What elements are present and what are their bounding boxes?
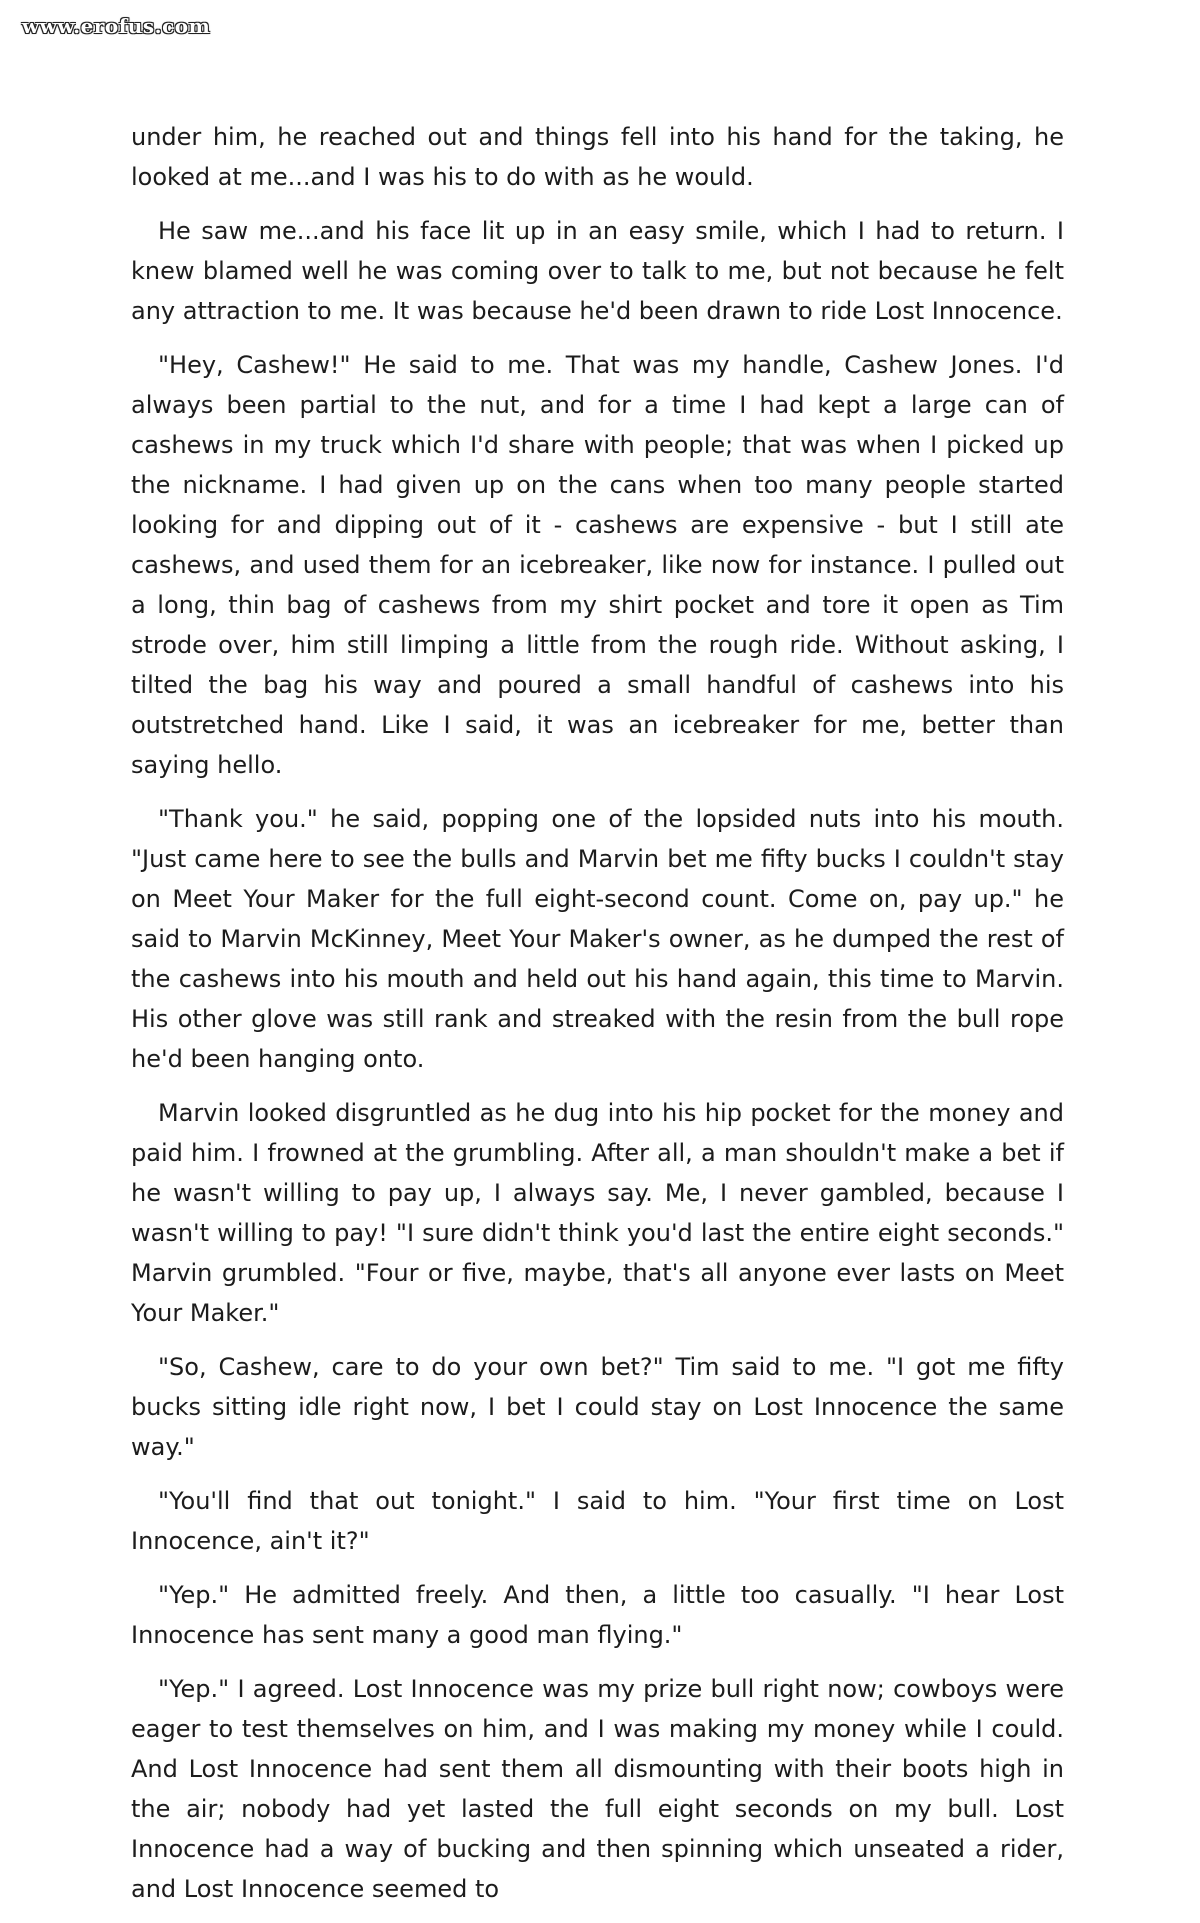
paragraph: "Hey, Cashew!" He said to me. That was my handle, Cashew Jones. I'd always been partial to the nut, and for a time I had kept a large can of cashews in my truck which I'd share with people; that was when I picked up the nickname. I had given up on the cans when too many people started looking for and dipping out of it - cashews are expensive - but I still ate cashews, and used them for an icebreaker, like now for instance. I pulled out a long, thin bag of cashews from my shirt pocket and tore it open as Tim strode over, him still limping a little from the rough ride. Without asking, I tilted the bag his way and poured a small handful of cashews into his outstretched hand. Like I said, it was an icebreaker for me, better than saying hello.	[131, 351, 1064, 779]
paragraph: "Yep." He admitted freely. And then, a little too casually. "I hear Lost Innocence has sent many a good man flying."	[131, 1581, 1064, 1649]
paragraph: "So, Cashew, care to do your own bet?" Tim said to me. "I got me fifty bucks sitting idle right now, I bet I could stay on Lost Innocence the same way."	[131, 1353, 1064, 1461]
paragraph: "Yep." I agreed. Lost Innocence was my prize bull right now; cowboys were eager to test themselves on him, and I was making my money while I could. And Lost Innocence had sent them all dismounting with their boots high in the air; nobody had yet lasted the full eight seconds on my bull. Lost Innocence had a way of bucking and then spinning which unseated a rider, and Lost Innocence seemed to	[131, 1675, 1064, 1903]
paragraph: Marvin looked disgruntled as he dug into his hip pocket for the money and paid him. I frowned at the grumbling. After all, a man shouldn't make a bet if he wasn't willing to pay up, I always say. Me, I never gambled, because I wasn't willing to pay! "I sure didn't think you'd last the entire eight seconds." Marvin grumbled. "Four or five, maybe, that's all anyone ever lasts on Meet Your Maker."	[131, 1099, 1064, 1327]
page-text	[131, 117, 1064, 1923]
paragraph: under him, he reached out and things fell into his hand for the taking, he looked at me...and I was his to do with as he would.	[131, 123, 1064, 191]
paragraph: "Thank you." he said, popping one of the lopsided nuts into his mouth. "Just came here to see the bulls and Marvin bet me fifty bucks I couldn't stay on Meet Your Maker for the full eight-second count. Come on, pay up." he said to Marvin McKinney, Meet Your Maker's owner, as he dumped the rest of the cashews into his mouth and held out his hand again, this time to Marvin. His other glove was still rank and streaked with the resin from the bull rope he'd been hanging onto.	[131, 805, 1064, 1073]
site-watermark: www.erofus.com	[22, 14, 211, 38]
paragraph: He saw me...and his face lit up in an easy smile, which I had to return. I knew blamed well he was coming over to talk to me, but not because he felt any attraction to me. It was because he'd been drawn to ride Lost Innocence.	[131, 217, 1064, 325]
paragraph: "You'll find that out tonight." I said to him. "Your first time on Lost Innocence, ain't it?"	[131, 1487, 1064, 1555]
